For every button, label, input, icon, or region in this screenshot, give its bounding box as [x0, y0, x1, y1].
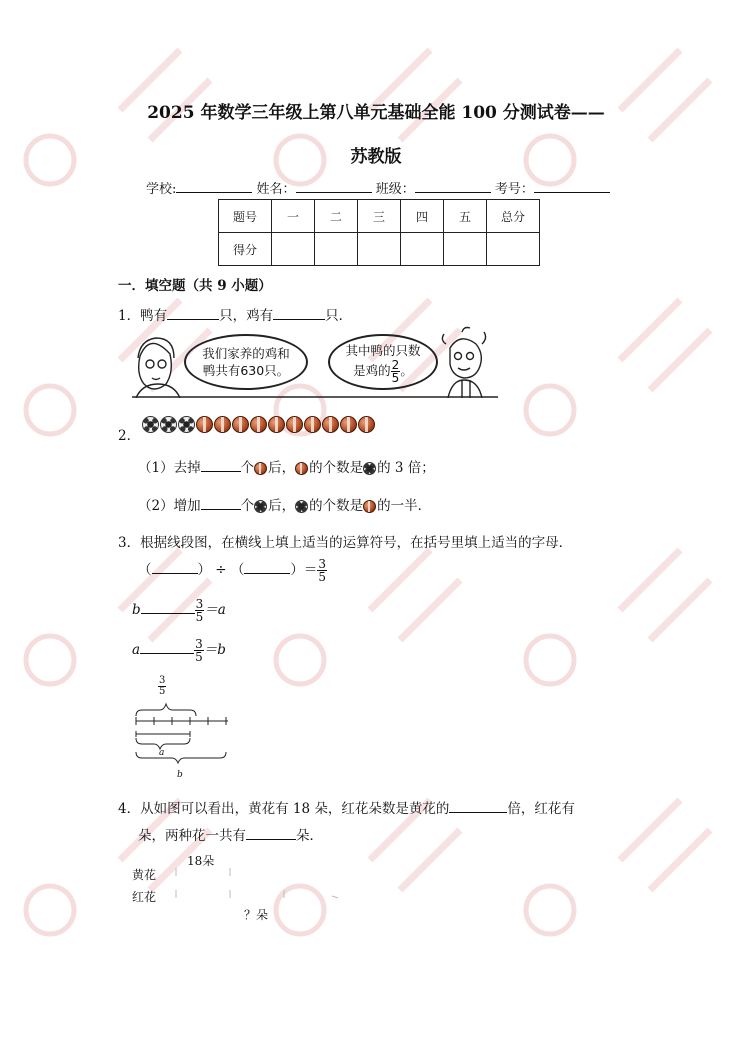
question-text: 倍，红花有: [507, 801, 575, 817]
score-cell[interactable]: [487, 233, 540, 266]
fraction-denominator: 5: [391, 371, 400, 385]
table-cell: 一: [272, 200, 315, 233]
q1-illustration: [132, 326, 498, 398]
soccer-ball-icon: [160, 416, 177, 433]
info-line: [146, 178, 610, 197]
question-number: 1．: [118, 308, 141, 324]
question-text: 鸭有: [140, 308, 168, 324]
school-blank[interactable]: [176, 180, 252, 193]
paren: ）: [290, 562, 304, 578]
table-cell: 二: [315, 200, 358, 233]
speech-bubble-left: [184, 334, 308, 390]
table-cell: 四: [401, 200, 444, 233]
answer-blank[interactable]: [246, 827, 296, 840]
question-text: 个: [240, 460, 255, 476]
label-a: a: [159, 748, 165, 758]
fraction: [194, 638, 204, 663]
fraction: [317, 558, 327, 583]
score-table-header-row: [219, 200, 540, 233]
segment-lines: [132, 676, 242, 786]
answer-blank[interactable]: [273, 307, 325, 320]
paren: （: [230, 562, 245, 578]
question-number: 3．: [118, 535, 141, 551]
soccer-ball-icon: [295, 500, 308, 513]
answer-blank[interactable]: [449, 800, 507, 813]
flower-diagram: [132, 852, 372, 926]
fraction-numerator: 3: [318, 557, 327, 571]
table-cell: 总分: [487, 200, 540, 233]
answer-blank[interactable]: [140, 641, 194, 654]
diagram-label-top: 18朵: [187, 854, 215, 868]
basketball-icon: [196, 416, 213, 433]
question-number: 4．: [118, 801, 141, 817]
basketball-icon: [254, 462, 267, 475]
fraction-numerator: 3: [195, 597, 204, 611]
answer-blank[interactable]: [152, 561, 198, 574]
bubble-text: 是鸡的: [353, 363, 391, 378]
section-heading: 一．填空题（共 9 小题）: [118, 278, 272, 294]
table-cell: 得分: [219, 233, 272, 266]
exam-no-blank[interactable]: [534, 180, 610, 193]
equation-result: ＝b: [203, 642, 226, 658]
basketball-icon: [214, 416, 231, 433]
fraction-numerator: 3: [195, 637, 203, 651]
basketball-icon: [286, 416, 303, 433]
question-2-sub1: [138, 456, 435, 476]
question-text: 的个数是: [309, 460, 364, 476]
operator: ÷: [215, 562, 227, 578]
question-text: 只．: [325, 308, 353, 324]
operator: ＝: [303, 562, 318, 578]
diagram-label-bottom: ？朵: [244, 908, 269, 922]
basketball-icon: [304, 416, 321, 433]
fraction-numerator: 2: [391, 358, 400, 372]
variable: a: [132, 642, 141, 658]
fraction-denominator: 5: [195, 650, 203, 664]
bubble-text: 我们家养的鸡和: [202, 346, 290, 361]
basketball-icon: [250, 416, 267, 433]
soccer-ball-icon: [142, 416, 159, 433]
q3-equation-2: [132, 598, 226, 623]
soccer-ball-icon: [363, 462, 376, 475]
question-text: 后，: [268, 498, 296, 514]
name-blank[interactable]: [296, 180, 372, 193]
table-cell: 题号: [219, 200, 272, 233]
question-text: （1）去掉: [138, 460, 201, 476]
page-title: 2025 年数学三年级上第八单元基础全能 100 分测试卷——: [147, 103, 605, 123]
fraction-denominator: 5: [195, 610, 204, 624]
paren: （: [138, 562, 152, 578]
score-cell[interactable]: [272, 233, 315, 266]
question-text: 个: [240, 498, 255, 514]
page-subtitle: 苏教版: [350, 147, 402, 167]
exam-no-label: 考号：: [494, 182, 534, 197]
paren: ）: [197, 562, 211, 578]
soccer-ball-icon: [178, 416, 195, 433]
question-text: 的个数是: [309, 498, 364, 514]
fraction-denominator: 5: [318, 570, 327, 584]
basketball-icon: [268, 416, 285, 433]
q3-equation-1: [138, 558, 327, 583]
score-cell[interactable]: [315, 233, 358, 266]
soccer-ball-icon: [254, 500, 267, 513]
equation-result: ＝a: [204, 602, 226, 618]
basketball-icon: [358, 416, 375, 433]
basketball-icon: [232, 416, 249, 433]
question-4-line2: [138, 824, 323, 844]
bubble-text: 其中鸭的只数: [345, 343, 421, 358]
score-table: [218, 199, 540, 266]
fraction-denominator: 5: [159, 686, 166, 697]
segment-diagram: [132, 676, 242, 786]
yellow-label: 黄花: [132, 868, 157, 882]
question-text: 只，鸡有: [219, 308, 274, 324]
score-cell[interactable]: [401, 233, 444, 266]
basketball-icon: [295, 462, 308, 475]
ball-row: [142, 414, 376, 433]
fraction-numerator: 3: [159, 675, 166, 686]
question-text: 后，: [268, 460, 296, 476]
basketball-icon: [340, 416, 357, 433]
answer-blank[interactable]: [201, 497, 241, 510]
question-2-number: 2．: [118, 428, 141, 444]
basketball-icon: [363, 500, 376, 513]
class-blank[interactable]: [415, 180, 491, 193]
fraction: [391, 359, 401, 384]
question-1: [118, 304, 352, 324]
score-cell[interactable]: [358, 233, 401, 266]
school-label: 学校:: [146, 182, 177, 197]
answer-blank[interactable]: [201, 459, 241, 472]
question-text: 朵，两种花一共有: [138, 828, 246, 844]
question-4-line1: [118, 797, 575, 817]
q3-equation-3: [132, 638, 226, 663]
question-text: 朵．: [296, 828, 323, 844]
table-cell: 三: [358, 200, 401, 233]
question-text: 根据线段图，在横线上填上适当的运算符号，在括号里填上适当的字母．: [140, 535, 573, 551]
question-text: （2）增加: [138, 498, 201, 514]
label-b: b: [177, 770, 183, 780]
basketball-icon: [322, 416, 339, 433]
answer-blank[interactable]: [244, 561, 290, 574]
answer-blank[interactable]: [141, 601, 195, 614]
bubble-text: 。: [400, 363, 413, 378]
red-label: 红花: [132, 890, 157, 904]
table-cell: 五: [444, 200, 487, 233]
name-label: 姓名：: [256, 182, 296, 197]
score-table-score-row: [219, 233, 540, 266]
question-text: 的一半．: [377, 498, 432, 514]
question-3: [118, 531, 572, 551]
class-label: 班级：: [375, 182, 415, 197]
question-2-sub2: [138, 494, 431, 514]
question-text: 的 3 倍；: [377, 460, 435, 476]
variable: b: [132, 602, 141, 618]
question-text: 从如图可以看出，黄花有 18 朵，红花朵数是黄花的: [140, 801, 450, 817]
speech-bubble-right: [328, 334, 438, 390]
bubble-text: 鸭共有630只。: [202, 363, 290, 378]
answer-blank[interactable]: [167, 307, 219, 320]
score-cell[interactable]: [444, 233, 487, 266]
fraction: [195, 598, 205, 623]
